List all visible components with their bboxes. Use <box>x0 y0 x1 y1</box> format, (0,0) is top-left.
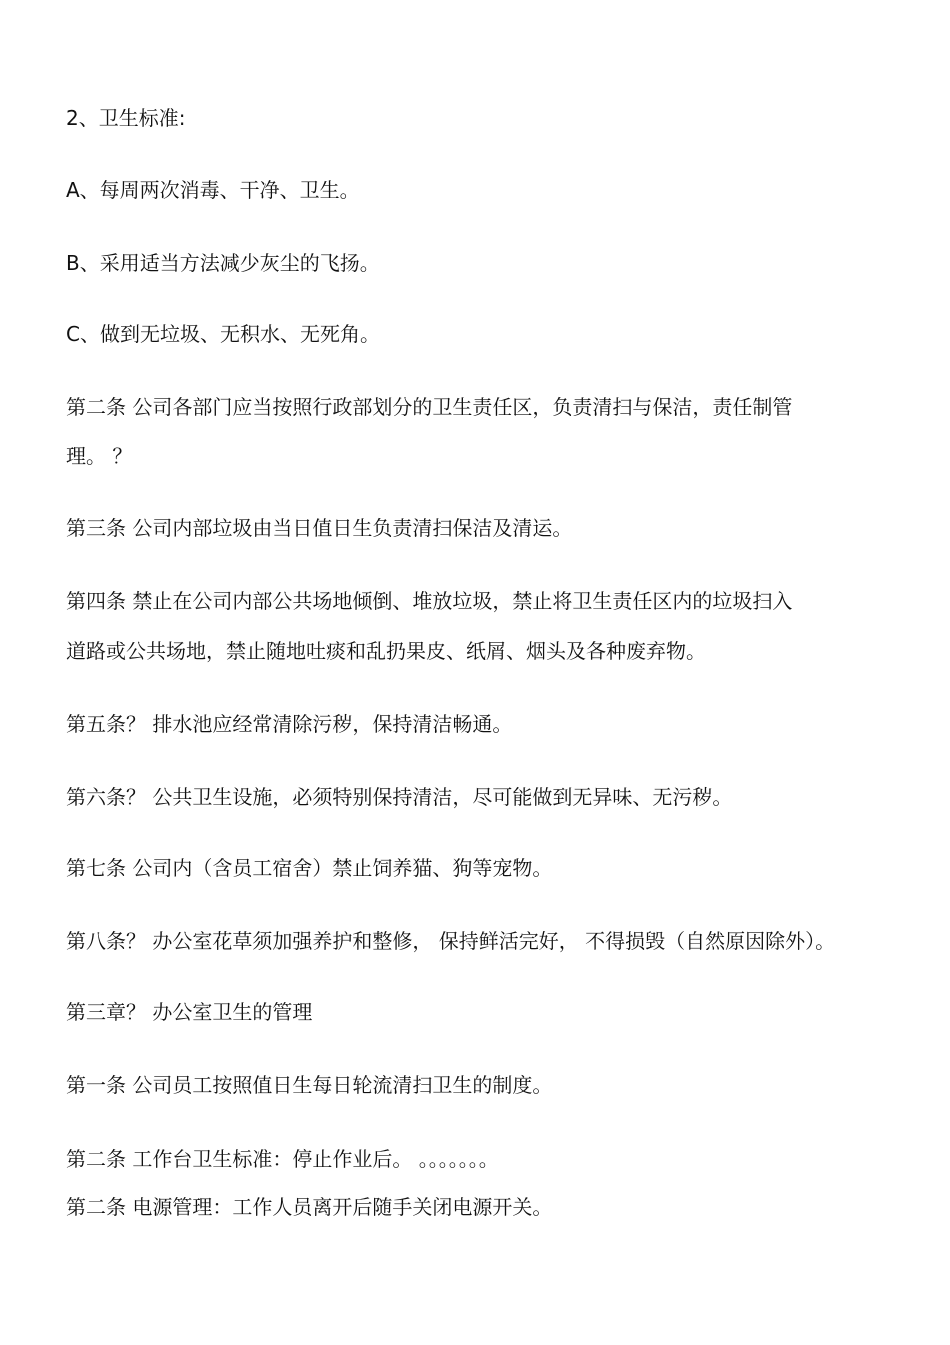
article-4-line-2: 道路或公共场地，禁止随地吐痰和乱扔果皮、纸屑、烟头及各种废弃物。 <box>66 639 706 663</box>
hygiene-standard-heading: 2、卫生标准: <box>66 106 186 130</box>
office-article-2-power-line: 第二条 电源管理：工作人员离开后随手关闭电源开关。 <box>66 1195 553 1219</box>
article-6-line: 第六条？ 公共卫生设施，必须特别保持清洁，尽可能做到无异味、无污秽。 <box>66 785 733 809</box>
article-2-line-1: 第二条 公司各部门应当按照行政部划分的卫生责任区，负责清扫与保洁，责任制管 <box>66 395 793 419</box>
article-2-line-2: 理。 ？ <box>66 444 133 468</box>
standard-a-line: A、每周两次消毒、干净、卫生。 <box>66 178 360 202</box>
office-article-1-line: 第一条 公司员工按照值日生每日轮流清扫卫生的制度。 <box>66 1073 553 1097</box>
standard-b-line: B、采用适当方法减少灰尘的飞扬。 <box>66 251 380 275</box>
office-article-2-worktable-line: 第二条 工作台卫生标准：停止作业后。 。。。。。。。 <box>66 1147 499 1171</box>
article-4-line-1: 第四条 禁止在公司内部公共场地倾倒、堆放垃圾，禁止将卫生责任区内的垃圾扫入 <box>66 589 793 613</box>
article-8-line: 第八条？ 办公室花草须加强养护和整修， 保持鲜活完好， 不得损毁（自然原因除外）。 <box>66 929 836 953</box>
standard-c-line: C、做到无垃圾、无积水、无死角。 <box>66 322 380 346</box>
article-7-line: 第七条 公司内（含员工宿舍）禁止饲养猫、狗等宠物。 <box>66 856 553 880</box>
chapter-3-heading: 第三章？ 办公室卫生的管理 <box>66 1000 313 1024</box>
article-3-line: 第三条 公司内部垃圾由当日值日生负责清扫保洁及清运。 <box>66 516 573 540</box>
article-5-line: 第五条？ 排水池应经常清除污秽，保持清洁畅通。 <box>66 712 513 736</box>
